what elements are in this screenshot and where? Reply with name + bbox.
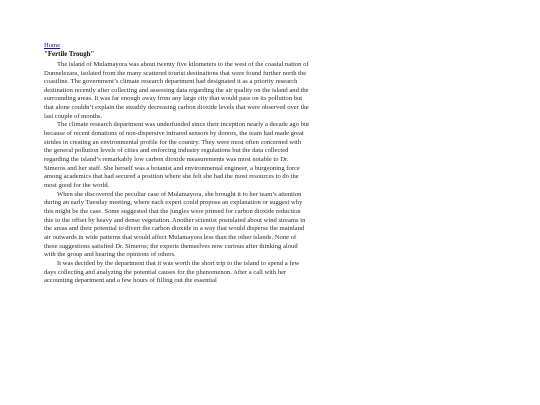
story-title: "Fertile Trough": [44, 51, 95, 59]
story-paragraph-2: The climate research department was underfunded since their inception nearly a decade ago but because of recent donations of non-dispersive infrared sensors by donors, the team had made great strides in creating an environmental profile for the country. They were most often concerned with the general pollution levels of cities and enforcing industry regulations but the data collected regarding the island’s remarkably low carbon dioxide measurements was most notable to Dr. Simeros and her staff. She herself was a botanist and environmental engineer, a burgeoning force among academics that had secured a position where she felt she had the most resources to do the most good for the world.: [44, 121, 310, 190]
home-link[interactable]: Home: [44, 42, 61, 49]
story-paragraph-3: When she discovered the peculiar case of Mulamayora, she brought it to her team’s attention during an early Tuesday meeting, where each expert could propose an explanation or suggest why this might be the case. Some suggested that the jungles were primed for carbon dioxide reduction due to the offset by heavy and dense vegetation. Another scientist postulated about wind streams in the areas and their potential to divert the carbon dioxide in a way that would disperse the mainland air outwards in wide patterns that would affect Mulamayora less than the other islands. None of these suggestions satisfied Dr. Simeros; the experts themselves now curious after thinking aloud with the group and hearing the opinions of others.: [44, 190, 306, 259]
document-page: [44, 42, 310, 286]
story-paragraph-4: It was decided by the department that it was worth the short trip to the island to spend a few days collecting and analyzing the potential causes for the phenomenon. After a call with her accounting department and a few hours of filling out the essential: [44, 259, 300, 285]
story-paragraph-1: The island of Mulamayora was about twenty five kilometers to the west of the coastal nation of Dunnelezara, isolated from the many scattered tourist destinations that were found further north the coastline. The government’s climate research department had designated it as a priority research destination recently after collecting and assessing data regarding the air quality on the island and the surrounding areas. It was far enough away from any large city that would pass on its pollution but that alone couldn’t explain the steadily decreasing carbon dioxide levels that were observed over the last couple of months.: [44, 60, 309, 120]
